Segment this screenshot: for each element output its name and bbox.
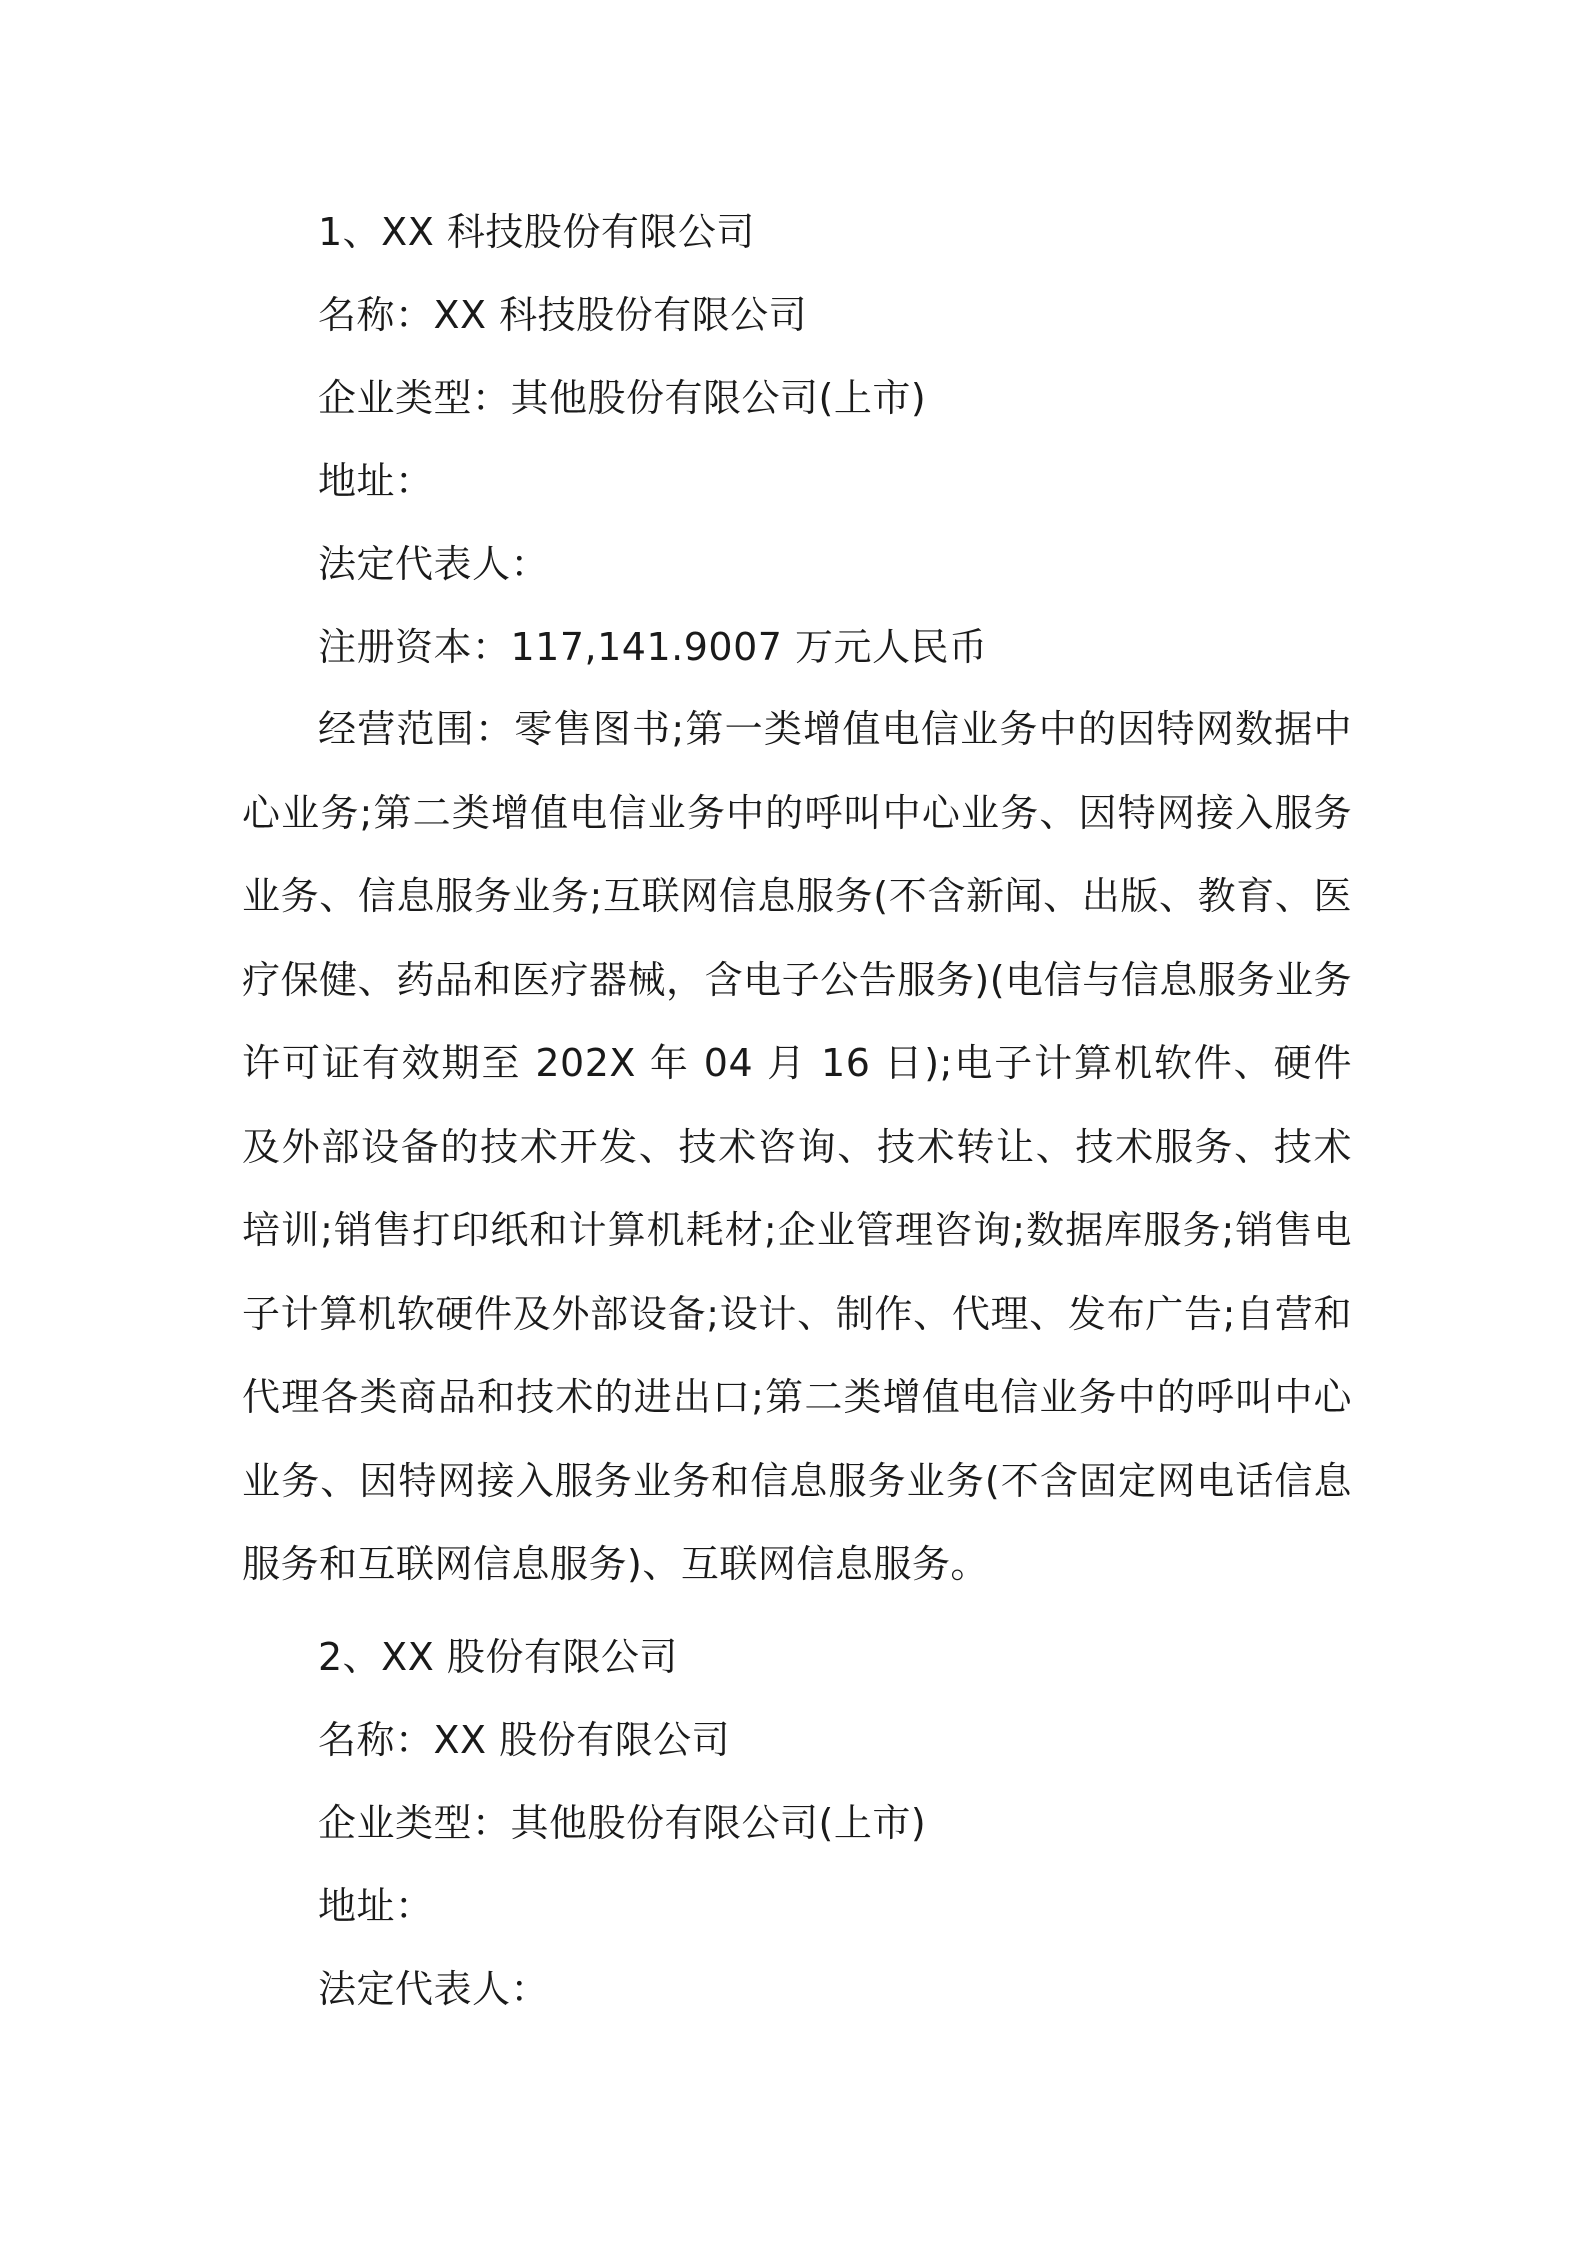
company1-business-scope: 经营范围：零售图书;第一类增值电信业务中的因特网数据中心业务;第二类增值电信业务中的呼叫中心业务、因特网接入服务业务、信息服务业务;互联网信息服务(不含新闻、出版、教育、医疗保健、药品和医疗器械，含电子公告服务)(电信与信息服务业务许可证有效期至 202X 年 04 月 16 日);电子计算机软件、硬件及外部设备的技术开发、技术咨询、技术转让、技术服务、技术培训;销售打印纸和计算机耗材;企业管理咨询;数据库服务;销售电子计算机软硬件及外部设备;设计、制作、代理、发布广告;自营和代理各类商品和技术的进出口;第二类增值电信业务中的呼叫中心业务、因特网接入服务业务和信息服务业务(不含固定网电话信息服务和互联网信息服务)、互联网信息服务。 (242, 707, 1352, 1586)
company1-name: 名称：XX 科技股份有限公司 (318, 293, 808, 337)
company1-type: 企业类型：其他股份有限公司(上市) (318, 376, 927, 420)
company2-legal-rep: 法定代表人： (318, 1967, 550, 2011)
company2-heading: 2、XX 股份有限公司 (318, 1635, 678, 1679)
company2-address: 地址： (318, 1884, 434, 1928)
company1-heading: 1、XX 科技股份有限公司 (318, 210, 755, 254)
company1-address: 地址： (318, 459, 434, 503)
company1-capital: 注册资本：117,141.9007 万元人民币 (318, 625, 988, 669)
company2-type: 企业类型：其他股份有限公司(上市) (318, 1801, 927, 1845)
company1-legal-rep: 法定代表人： (318, 542, 550, 586)
company2-name: 名称：XX 股份有限公司 (318, 1718, 731, 1762)
